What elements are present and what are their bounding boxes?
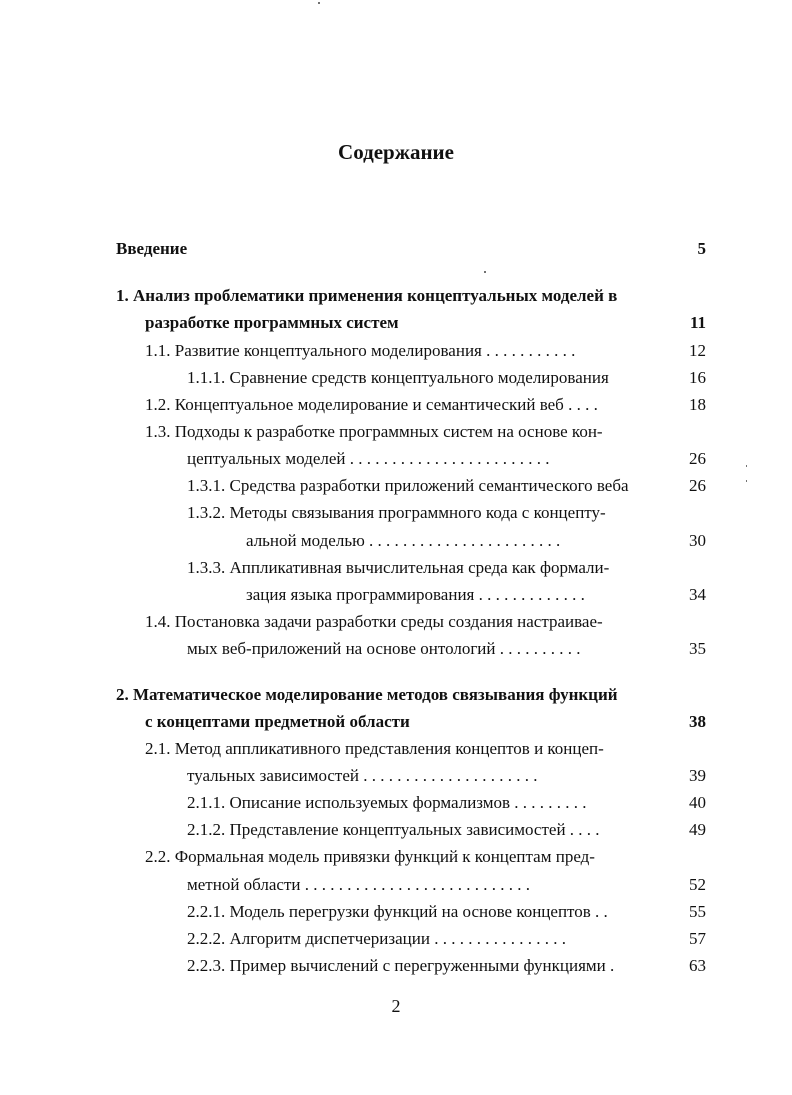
toc-page-intro: 5 xyxy=(697,239,706,258)
toc-section-1-2: 1.2. Концептуальное моделирование и семантический веб . . . . xyxy=(145,395,598,414)
toc-chapter-1-line1: 1. Анализ проблематики применения концептуальных моделей в xyxy=(116,286,618,305)
toc-subsection-2-2-1: 2.2.1. Модель перегрузки функций на основе концептов . . xyxy=(187,902,608,921)
toc-page-chapter-2: 38 xyxy=(689,712,706,731)
scan-speck xyxy=(318,2,320,4)
toc-page-1-2: 18 xyxy=(689,395,706,414)
toc-section-2-1-line2: туальных зависимостей . . . . . . . . . . . . . . . . . . . . . xyxy=(187,766,538,785)
toc-section-1-4-line1: 1.4. Постановка задачи разработки среды создания настраивае- xyxy=(145,612,603,631)
toc-page-2-2-2: 57 xyxy=(689,929,706,948)
toc-page-2-1-2: 49 xyxy=(689,820,706,839)
page-title: Содержание xyxy=(338,140,454,164)
toc-page-1-1: 12 xyxy=(689,341,706,360)
toc-page-1-3: 26 xyxy=(689,449,706,468)
toc-page-2-2-3: 63 xyxy=(689,956,706,975)
toc-section-2-1-line1: 2.1. Метод аппликативного представления концептов и концеп- xyxy=(145,739,604,758)
toc-page-1-1-1: 16 xyxy=(689,368,706,387)
toc-section-1-3-line1: 1.3. Подходы к разработке программных систем на основе кон- xyxy=(145,422,603,441)
scan-speck xyxy=(484,271,486,273)
toc-subsection-2-1-1: 2.1.1. Описание используемых формализмов . . . . . . . . . xyxy=(187,793,587,812)
toc-page-1-4: 35 xyxy=(689,639,706,658)
toc-chapter-2-line1: 2. Математическое моделирование методов связывания функций xyxy=(116,685,618,704)
toc-chapter-1-line2: разработке программных систем xyxy=(145,313,399,332)
toc-page-1-3-1: 26 xyxy=(689,476,706,495)
toc-subsection-1-1-1: 1.1.1. Сравнение средств концептуального моделирования xyxy=(187,368,609,387)
toc-page-2-2: 52 xyxy=(689,875,706,894)
toc-page-2-2-1: 55 xyxy=(689,902,706,921)
toc-section-1-1: 1.1. Развитие концептуального моделирования . . . . . . . . . . . xyxy=(145,341,576,360)
toc-section-2-2-line2: метной области . . . . . . . . . . . . . . . . . . . . . . . . . . . xyxy=(187,875,531,894)
toc-entry-intro: Введение xyxy=(116,239,188,258)
toc-page-2-1: 39 xyxy=(689,766,706,785)
toc-page-1-3-2: 30 xyxy=(689,531,706,550)
toc-section-1-3-line2: цептуальных моделей . . . . . . . . . . . . . . . . . . . . . . . . xyxy=(187,449,550,468)
toc-subsection-1-3-3-line1: 1.3.3. Аппликативная вычислительная среда как формали- xyxy=(187,558,610,577)
toc-page-1-3-3: 34 xyxy=(689,585,706,604)
toc-page-chapter-1: 11 xyxy=(689,313,706,332)
scan-speck xyxy=(746,480,747,482)
page-number: 2 xyxy=(391,996,401,1016)
toc-section-2-2-line1: 2.2. Формальная модель привязки функций к концептам пред- xyxy=(145,847,595,866)
toc-subsection-1-3-2-line1: 1.3.2. Методы связывания программного кода с концепту- xyxy=(187,503,606,522)
toc-section-1-4-line2: мых веб-приложений на основе онтологий . . . . . . . . . . xyxy=(187,639,581,658)
toc-subsection-1-3-3-line2: зация языка программирования . . . . . . . . . . . . . xyxy=(246,585,585,604)
toc-subsection-1-3-2-line2: альной моделью . . . . . . . . . . . . . . . . . . . . . . . xyxy=(246,531,561,550)
toc-subsection-2-2-3: 2.2.3. Пример вычислений с перегруженными функциями . xyxy=(187,956,615,975)
toc-page-2-1-1: 40 xyxy=(689,793,706,812)
toc-chapter-2-line2: с концептами предметной области xyxy=(145,712,410,731)
toc-subsection-2-1-2: 2.1.2. Представление концептуальных зависимостей . . . . xyxy=(187,820,600,839)
toc-subsection-1-3-1: 1.3.1. Средства разработки приложений семантического веба xyxy=(187,476,629,495)
scan-speck xyxy=(746,465,747,467)
toc-subsection-2-2-2: 2.2.2. Алгоритм диспетчеризации . . . . . . . . . . . . . . . . xyxy=(187,929,566,948)
